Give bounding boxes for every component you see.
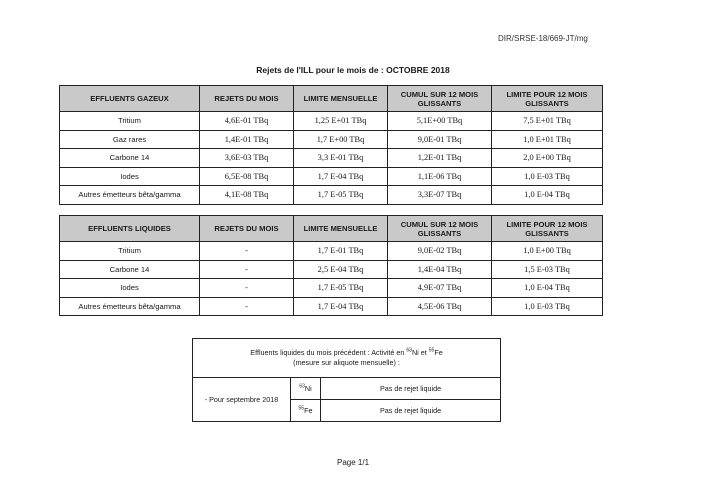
note-subheading: (mesure sur aliquote mensuelle) : xyxy=(293,358,400,367)
value-cell: 2,5 E-04 TBq xyxy=(294,260,388,279)
isotope-cell xyxy=(291,400,321,422)
value-cell: 4,5E-06 TBq xyxy=(388,297,492,316)
value-cell: 1,0 E+00 TBq xyxy=(492,242,603,261)
page-title: Rejets de l'ILL pour le mois de : OCTOBRE 2018 xyxy=(256,65,450,75)
note-heading-text: Effluents liquides du mois précédent : Activité en xyxy=(250,348,405,357)
isotope-symbol: Ni xyxy=(304,384,312,393)
header-cell: CUMUL SUR 12 MOIS GLISSANTS xyxy=(388,216,492,242)
isotope-mass-number: 55 xyxy=(428,347,435,354)
isotope-symbol: Fe xyxy=(304,406,313,415)
value-cell: 7,5 E+01 TBq xyxy=(492,112,603,131)
nuclide-cell: Autres émetteurs bêta/gamma xyxy=(60,297,200,316)
result-cell: Pas de rejet liquide xyxy=(321,400,501,422)
value-cell: 1,0 E+01 TBq xyxy=(492,130,603,149)
table-row xyxy=(60,260,603,279)
value-cell: 1,1E-06 TBq xyxy=(388,167,492,186)
table-header-row xyxy=(60,86,603,112)
isotope-mass-number: 63 xyxy=(406,347,412,354)
value-cell: 4,1E-08 TBq xyxy=(200,186,294,205)
value-cell: - xyxy=(200,260,294,279)
table-row xyxy=(60,186,603,205)
note-heading xyxy=(193,339,501,378)
value-cell: 4,6E-01 TBq xyxy=(200,112,294,131)
value-cell: 1,0 E-03 TBq xyxy=(492,167,603,186)
nuclide-cell: Tritium xyxy=(60,242,200,261)
header-cell: LIMITE MENSUELLE xyxy=(294,86,388,112)
table-row xyxy=(60,130,603,149)
document-reference: DIR/SRSE-18/669-JT/mg xyxy=(498,34,588,43)
value-cell: - xyxy=(200,297,294,316)
value-cell: 4,9E-07 TBq xyxy=(388,279,492,298)
header-cell: REJETS DU MOIS xyxy=(200,216,294,242)
header-cell: REJETS DU MOIS xyxy=(200,86,294,112)
page-number: Page 1/1 xyxy=(336,458,370,467)
nuclide-cell: Iodes xyxy=(60,279,200,298)
value-cell: 1,7 E-04 TBq xyxy=(294,167,388,186)
header-cell: LIMITE MENSUELLE xyxy=(294,216,388,242)
value-cell: 1,0 E-04 TBq xyxy=(492,186,603,205)
isotope-mass-number: 55 xyxy=(298,405,305,412)
header-cell: LIMITE POUR 12 MOIS GLISSANTS xyxy=(492,86,603,112)
value-cell: 1,7 E-05 TBq xyxy=(294,279,388,298)
header-cell: LIMITE POUR 12 MOIS GLISSANTS xyxy=(492,216,603,242)
nuclide-cell: Iodes xyxy=(60,167,200,186)
result-cell: Pas de rejet liquide xyxy=(321,378,501,400)
liquid-effluents-table xyxy=(59,215,603,316)
nuclide-cell: Autres émetteurs bêta/gamma xyxy=(60,186,200,205)
table-row xyxy=(60,279,603,298)
value-cell: 9,0E-01 TBq xyxy=(388,130,492,149)
isotope-mass-number: 63 xyxy=(299,383,305,390)
value-cell: 6,5E-08 TBq xyxy=(200,167,294,186)
value-cell: 2,0 E+00 TBq xyxy=(492,149,603,168)
nuclide-cell: Tritium xyxy=(60,112,200,131)
value-cell: - xyxy=(200,242,294,261)
value-cell: 1,7 E+00 TBq xyxy=(294,130,388,149)
isotope-cell xyxy=(291,378,321,400)
period-cell: - Pour septembre 2018 xyxy=(193,378,291,422)
value-cell: 3,6E-03 TBq xyxy=(200,149,294,168)
header-cell: EFFLUENTS LIQUIDES xyxy=(60,216,200,242)
value-cell: 1,7 E-04 TBq xyxy=(294,297,388,316)
gaseous-effluents-table xyxy=(59,85,603,205)
value-cell: - xyxy=(200,279,294,298)
value-cell: 3,3 E-01 TBq xyxy=(294,149,388,168)
isotope-symbol: Fe xyxy=(434,348,443,357)
table-row xyxy=(60,242,603,261)
table-header-row xyxy=(60,216,603,242)
value-cell: 1,25 E+01 TBq xyxy=(294,112,388,131)
nuclide-cell: Carbone 14 xyxy=(60,260,200,279)
nuclide-cell: Carbone 14 xyxy=(60,149,200,168)
header-cell: CUMUL SUR 12 MOIS GLISSANTS xyxy=(388,86,492,112)
nuclide-cell: Gaz rares xyxy=(60,130,200,149)
table-row xyxy=(60,297,603,316)
table-row xyxy=(60,149,603,168)
value-cell: 1,2E-01 TBq xyxy=(388,149,492,168)
value-cell: 1,4E-01 TBq xyxy=(200,130,294,149)
value-cell: 3,3E-07 TBq xyxy=(388,186,492,205)
value-cell: 1,7 E-01 TBq xyxy=(294,242,388,261)
header-cell: EFFLUENTS GAZEUX xyxy=(60,86,200,112)
previous-month-liquid-effluents-box xyxy=(192,338,501,422)
table-row xyxy=(60,167,603,186)
conjunction-text: et xyxy=(420,348,427,357)
isotope-symbol: Ni xyxy=(411,348,419,357)
value-cell: 5,1E+00 TBq xyxy=(388,112,492,131)
value-cell: 1,5 E-03 TBq xyxy=(492,260,603,279)
value-cell: 1,0 E-03 TBq xyxy=(492,297,603,316)
table-row xyxy=(60,112,603,131)
value-cell: 1,4E-04 TBq xyxy=(388,260,492,279)
value-cell: 9,0E-02 TBq xyxy=(388,242,492,261)
value-cell: 1,7 E-05 TBq xyxy=(294,186,388,205)
value-cell: 1,0 E-04 TBq xyxy=(492,279,603,298)
